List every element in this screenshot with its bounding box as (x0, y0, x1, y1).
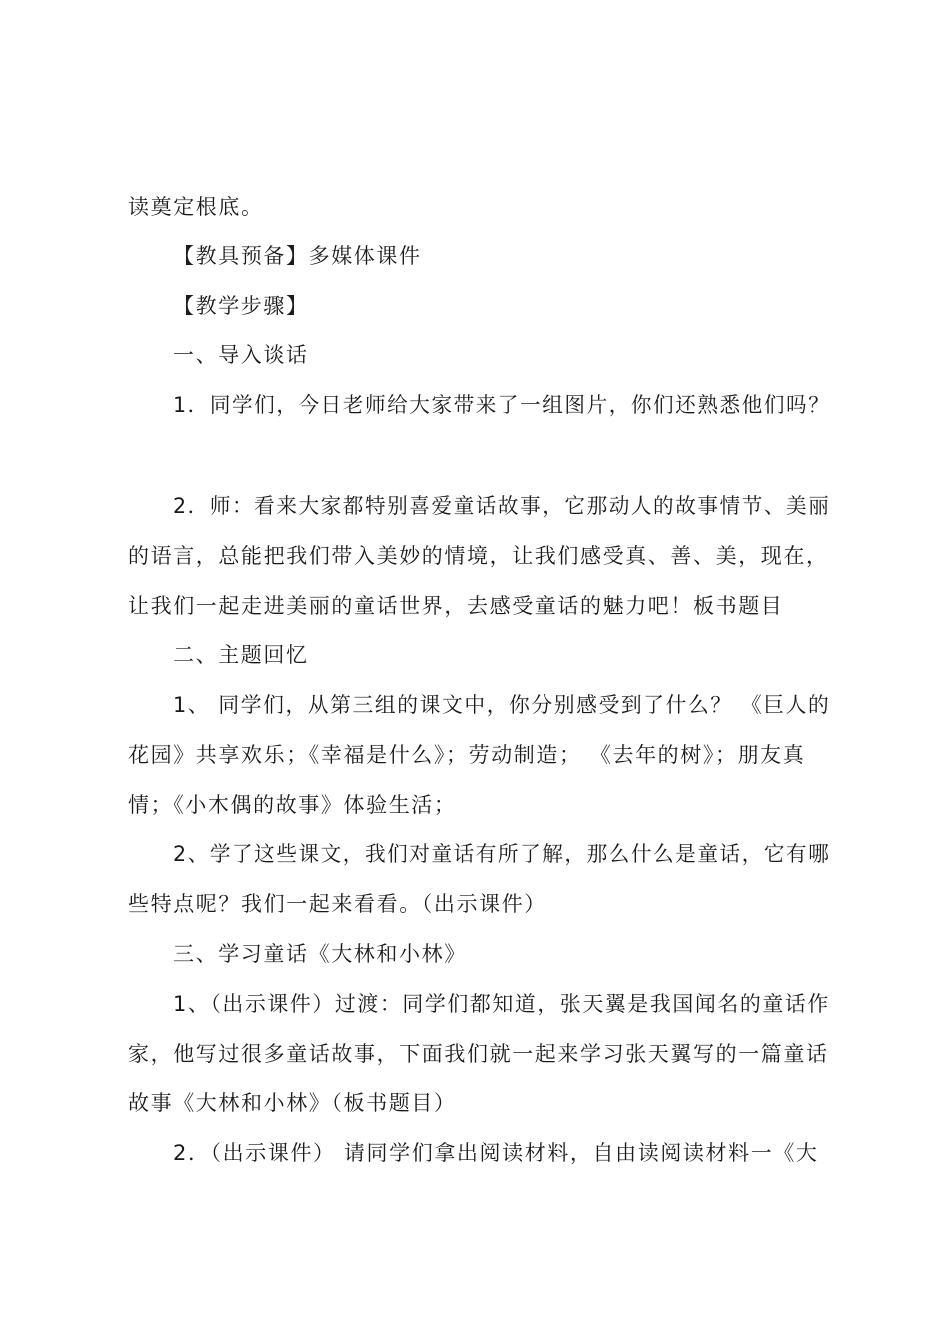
text-line: 1、 同学们，从第三组的课文中，你分别感受到了什么？ 《巨人的 (173, 693, 831, 717)
text-line: 2．（出示课件） 请同学们拿出阅读材料，自由读阅读材料一《大 (173, 1141, 819, 1165)
text-line: 2．师：看来大家都特别喜爱童话故事，它那动人的故事情节、美丽 (173, 494, 831, 518)
section-heading: 二、主题回忆 (173, 643, 309, 667)
text-line: 故事《大林和小林》（板书题目） (128, 1091, 457, 1115)
text-line: 家，他写过很多童话故事，下面我们就一起来学习张天翼写的一篇童话 (128, 1042, 829, 1066)
section-heading: 一、导入谈话 (173, 343, 309, 367)
text-line: 的语言，总能把我们带入美妙的情境，让我们感受真、善、美，现在， (128, 544, 829, 568)
text-line: 花园》共享欢乐；《幸福是什么》；劳动制造； 《去年的树》；朋友真 (128, 743, 806, 767)
section-heading: 【教具预备】多媒体课件 (173, 244, 422, 268)
text-line: 读奠定根底。 (128, 195, 264, 219)
text-line: 1、（出示课件）过渡：同学们都知道，张天翼是我国闻名的童话作 (173, 992, 830, 1016)
text-line: 些特点呢？我们一起来看看。（出示课件） (128, 892, 547, 916)
text-line: 2、学了这些课文，我们对童话有所了解，那么什么是童话，它有哪 (173, 842, 831, 866)
section-heading: 三、学习童话《大林和小林》 (173, 942, 467, 966)
section-heading: 【教学步骤】 (173, 294, 309, 318)
text-line: 1．同学们，今日老师给大家带来了一组图片，你们还熟悉他们吗？ (173, 393, 831, 417)
text-line: 让我们一起走进美丽的童话世界，去感受童话的魅力吧！板书题目 (128, 594, 784, 618)
text-line: 情；《小木偶的故事》体验生活； (128, 793, 457, 817)
